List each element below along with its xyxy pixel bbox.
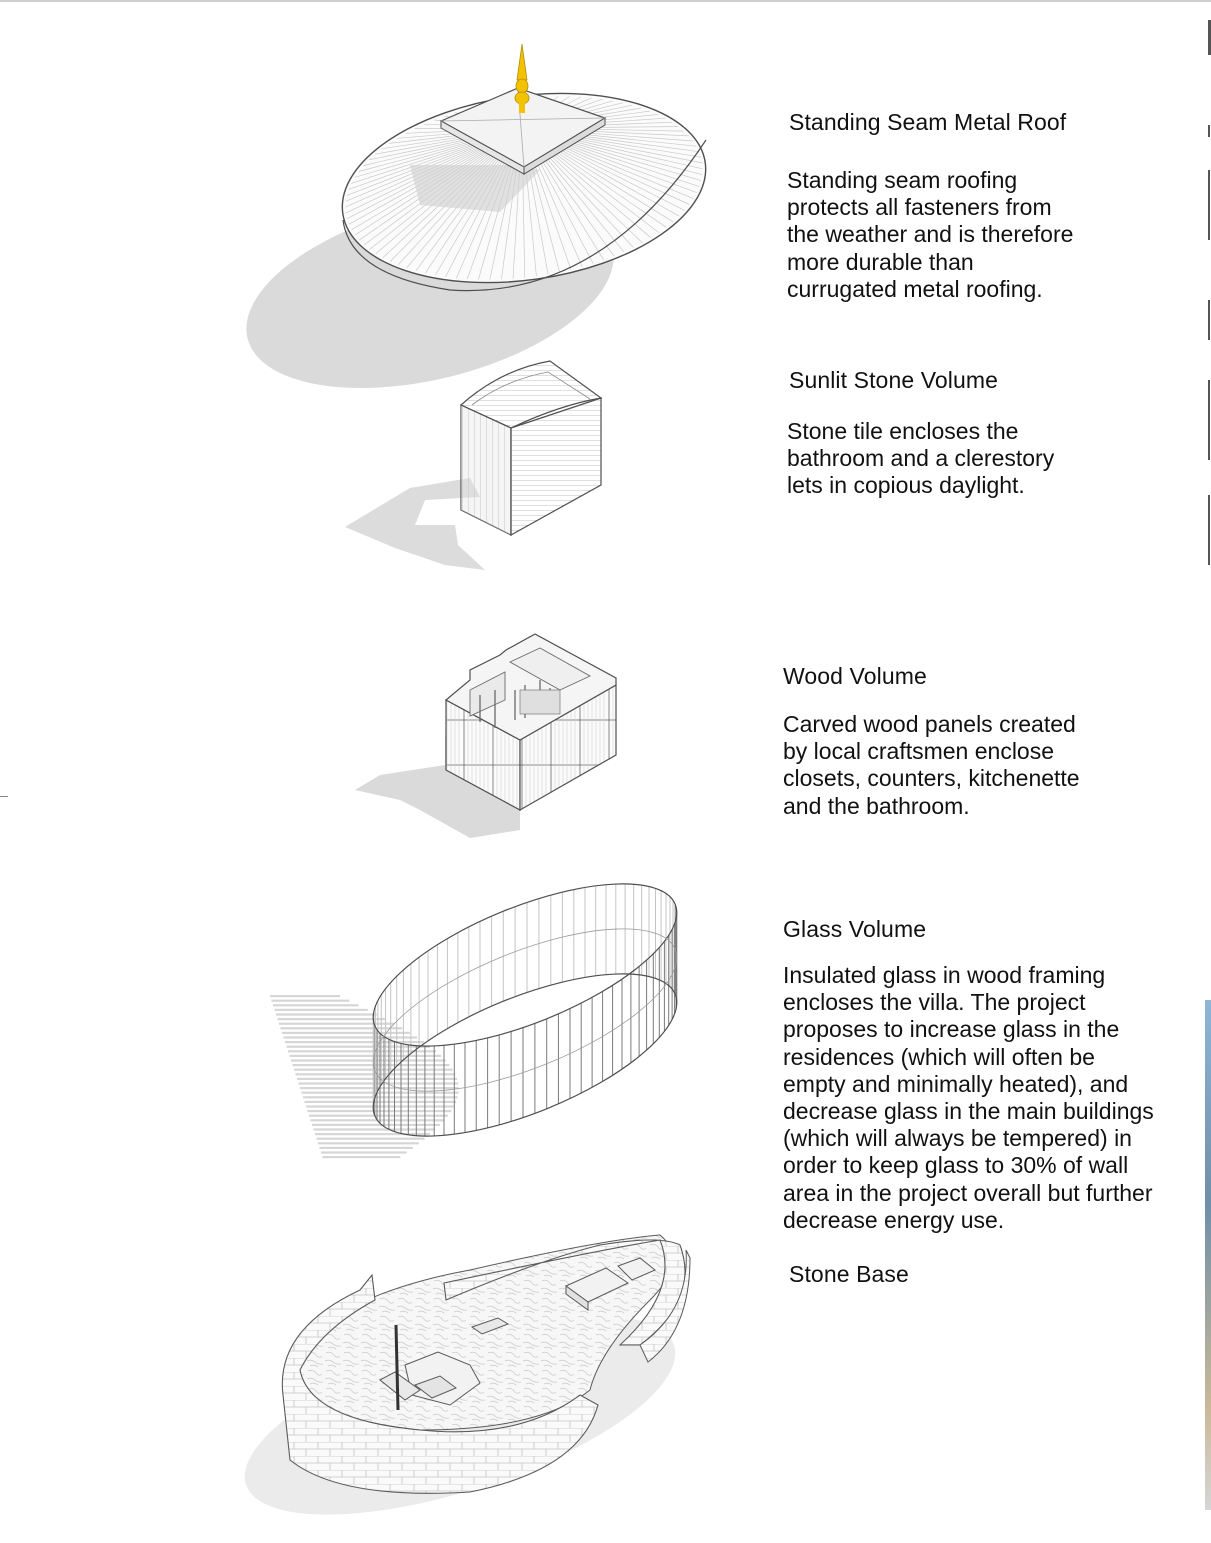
roof-description: Standing seam roofing protects all fasteners from the weather and is therefore more durable than currugated metal roofing. — [787, 167, 1074, 302]
wood-volume-description: Carved wood panels created by local craftsmen enclose closets, counters, kitchenette and the bathroom. — [783, 711, 1080, 819]
glass-volume-shadow — [270, 995, 459, 1158]
stone-base-title: Stone Base — [789, 1261, 909, 1287]
roof-illustration — [227, 44, 718, 422]
wood-volume-illustration — [355, 634, 616, 838]
stone-volume-title: Sunlit Stone Volume — [789, 367, 999, 393]
glass-volume-description: Insulated glass in wood framing encloses the villa. The project proposes to increase glass in the residences (which will often be empty and minimally heated), and decrease glass in the main buildings (which will always be tempered) in order to keep glass to 30% of wall area in the project overall but further decrease energy use. — [783, 962, 1154, 1233]
glass-volume-transom — [353, 896, 697, 1125]
glass-volume-title: Glass Volume — [783, 916, 927, 942]
stone-volume-illustration — [345, 361, 601, 570]
roof-finial — [515, 44, 529, 113]
stone-base-illustration — [223, 1235, 697, 1543]
glass-volume-top-ring — [353, 851, 697, 1080]
roof-title: Standing Seam Metal Roof — [789, 109, 1067, 135]
glass-volume-illustration — [270, 851, 697, 1170]
stone-volume-description: Stone tile encloses the bathroom and a clerestory lets in copious daylight. — [787, 418, 1055, 499]
wood-volume-title: Wood Volume — [783, 663, 927, 689]
